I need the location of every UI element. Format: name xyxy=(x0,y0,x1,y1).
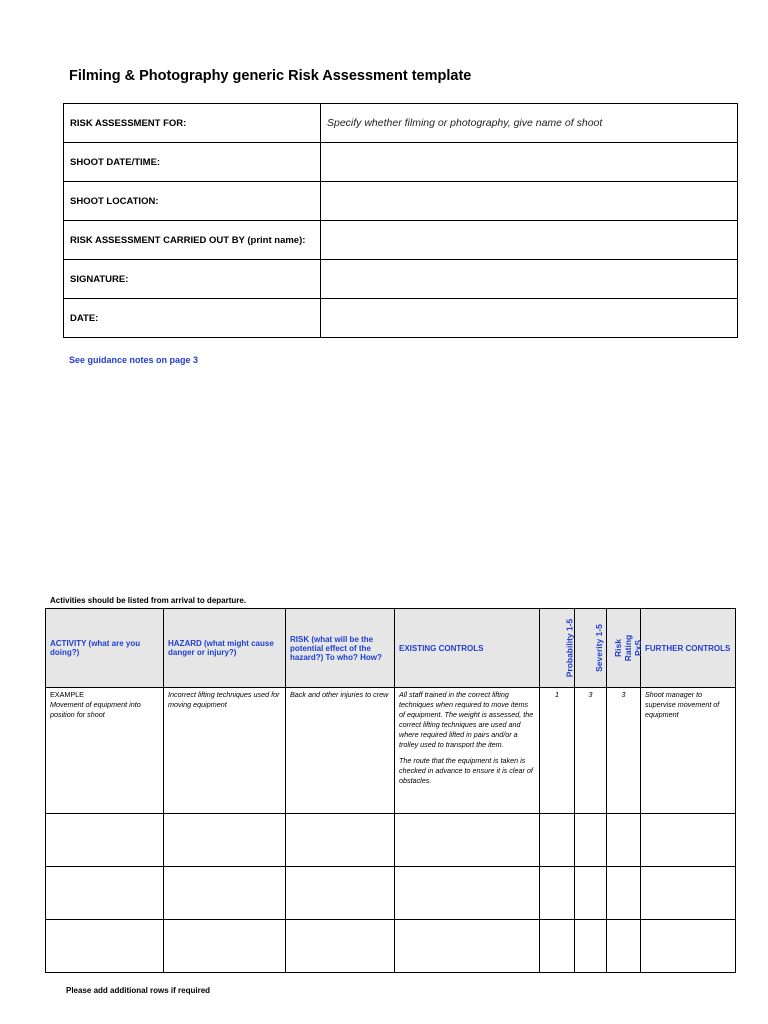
further-controls-cell[interactable] xyxy=(641,867,736,920)
header-severity xyxy=(575,609,607,688)
risk-rating-cell[interactable] xyxy=(607,867,641,920)
form-label: SHOOT LOCATION: xyxy=(64,182,321,221)
table-row xyxy=(46,814,736,867)
form-label: RISK ASSESSMENT CARRIED OUT BY (print name): xyxy=(64,221,321,260)
form-row-signature xyxy=(64,260,738,299)
probability-cell[interactable] xyxy=(540,814,575,867)
example-activity-cell[interactable] xyxy=(46,688,164,814)
header-further-controls: FURTHER CONTROLS xyxy=(641,609,736,688)
risk-rating-label-line1: Risk Rating xyxy=(613,634,633,662)
risk-rating-cell[interactable] xyxy=(607,814,641,867)
example-probability[interactable]: 1 xyxy=(540,688,575,814)
shoot-location-field[interactable] xyxy=(321,182,738,221)
form-row-shoot-location xyxy=(64,182,738,221)
example-activity: Movement of equipment into position for shoot xyxy=(50,700,141,719)
header-risk-rating xyxy=(607,609,641,688)
assessment-details-table xyxy=(63,103,738,338)
form-label: RISK ASSESSMENT FOR: xyxy=(64,104,321,143)
example-risk-rating[interactable]: 3 xyxy=(607,688,641,814)
risk-assessment-for-field[interactable]: Specify whether filming or photography, give name of shoot xyxy=(321,104,738,143)
severity-cell[interactable] xyxy=(575,920,607,973)
header-activity: ACTIVITY (what are you doing?) xyxy=(46,609,164,688)
risk-cell[interactable] xyxy=(286,814,395,867)
header-hazard: HAZARD (what might cause danger or injury?) xyxy=(164,609,286,688)
risk-cell[interactable] xyxy=(286,867,395,920)
form-label: SIGNATURE: xyxy=(64,260,321,299)
further-controls-cell[interactable] xyxy=(641,920,736,973)
header-existing-controls: EXISTING CONTROLS xyxy=(395,609,540,688)
header-probability xyxy=(540,609,575,688)
hazard-cell[interactable] xyxy=(164,867,286,920)
activity-cell[interactable] xyxy=(46,814,164,867)
form-row-carried-out-by xyxy=(64,221,738,260)
existing-controls-cell[interactable] xyxy=(395,814,540,867)
form-row-risk-assessment-for xyxy=(64,104,738,143)
example-existing-controls[interactable] xyxy=(395,688,540,814)
risk-cell[interactable] xyxy=(286,920,395,973)
date-field[interactable] xyxy=(321,299,738,338)
form-row-date xyxy=(64,299,738,338)
shoot-date-time-field[interactable] xyxy=(321,143,738,182)
table-row-example xyxy=(46,688,736,814)
activity-cell[interactable] xyxy=(46,920,164,973)
example-hazard[interactable]: Incorrect lifting techniques used for moving equipment xyxy=(164,688,286,814)
existing-controls-para-1: All staff trained in the correct lifting techniques when required to move items of equipment. The weight is assessed, the correct lifting techniques are used and where required lifted in pairs and/or a trolley used to transport the item. xyxy=(399,690,534,749)
probability-cell[interactable] xyxy=(540,920,575,973)
activities-note: Activities should be listed from arrival to departure. xyxy=(50,596,247,605)
signature-field[interactable] xyxy=(321,260,738,299)
existing-controls-para-2: The route that the equipment is taken is checked in advance to ensure it is clear of obstacles. xyxy=(399,756,533,785)
form-label: SHOOT DATE/TIME: xyxy=(64,143,321,182)
hazard-cell[interactable] xyxy=(164,920,286,973)
probability-cell[interactable] xyxy=(540,867,575,920)
risk-rating-label xyxy=(613,627,643,669)
table-row xyxy=(46,920,736,973)
risk-rating-label-line2: PxS xyxy=(633,639,643,657)
risk-assessment-table xyxy=(45,608,736,973)
carried-out-by-field[interactable] xyxy=(321,221,738,260)
form-label: DATE: xyxy=(64,299,321,338)
example-severity[interactable]: 3 xyxy=(575,688,607,814)
severity-label: Severity 1-5 xyxy=(593,624,604,672)
existing-controls-cell[interactable] xyxy=(395,920,540,973)
severity-cell[interactable] xyxy=(575,867,607,920)
guidance-notes-link[interactable]: See guidance notes on page 3 xyxy=(69,355,199,365)
table-header-row xyxy=(46,609,736,688)
page-title: Filming & Photography generic Risk Assessment template xyxy=(69,68,472,84)
activity-cell[interactable] xyxy=(46,867,164,920)
hazard-cell[interactable] xyxy=(164,814,286,867)
further-controls-cell[interactable] xyxy=(641,814,736,867)
example-further-controls[interactable]: Shoot manager to supervise movement of equipment xyxy=(641,688,736,814)
footer-note: Please add additional rows if required xyxy=(66,986,211,995)
example-tag: EXAMPLE xyxy=(50,690,84,699)
header-risk: RISK (what will be the potential effect of the hazard?) To who? How? xyxy=(286,609,395,688)
probability-label: Probability 1-5 xyxy=(564,618,575,678)
form-row-shoot-date-time xyxy=(64,143,738,182)
risk-rating-cell[interactable] xyxy=(607,920,641,973)
severity-cell[interactable] xyxy=(575,814,607,867)
table-row xyxy=(46,867,736,920)
example-risk[interactable]: Back and other injuries to crew xyxy=(286,688,395,814)
existing-controls-cell[interactable] xyxy=(395,867,540,920)
